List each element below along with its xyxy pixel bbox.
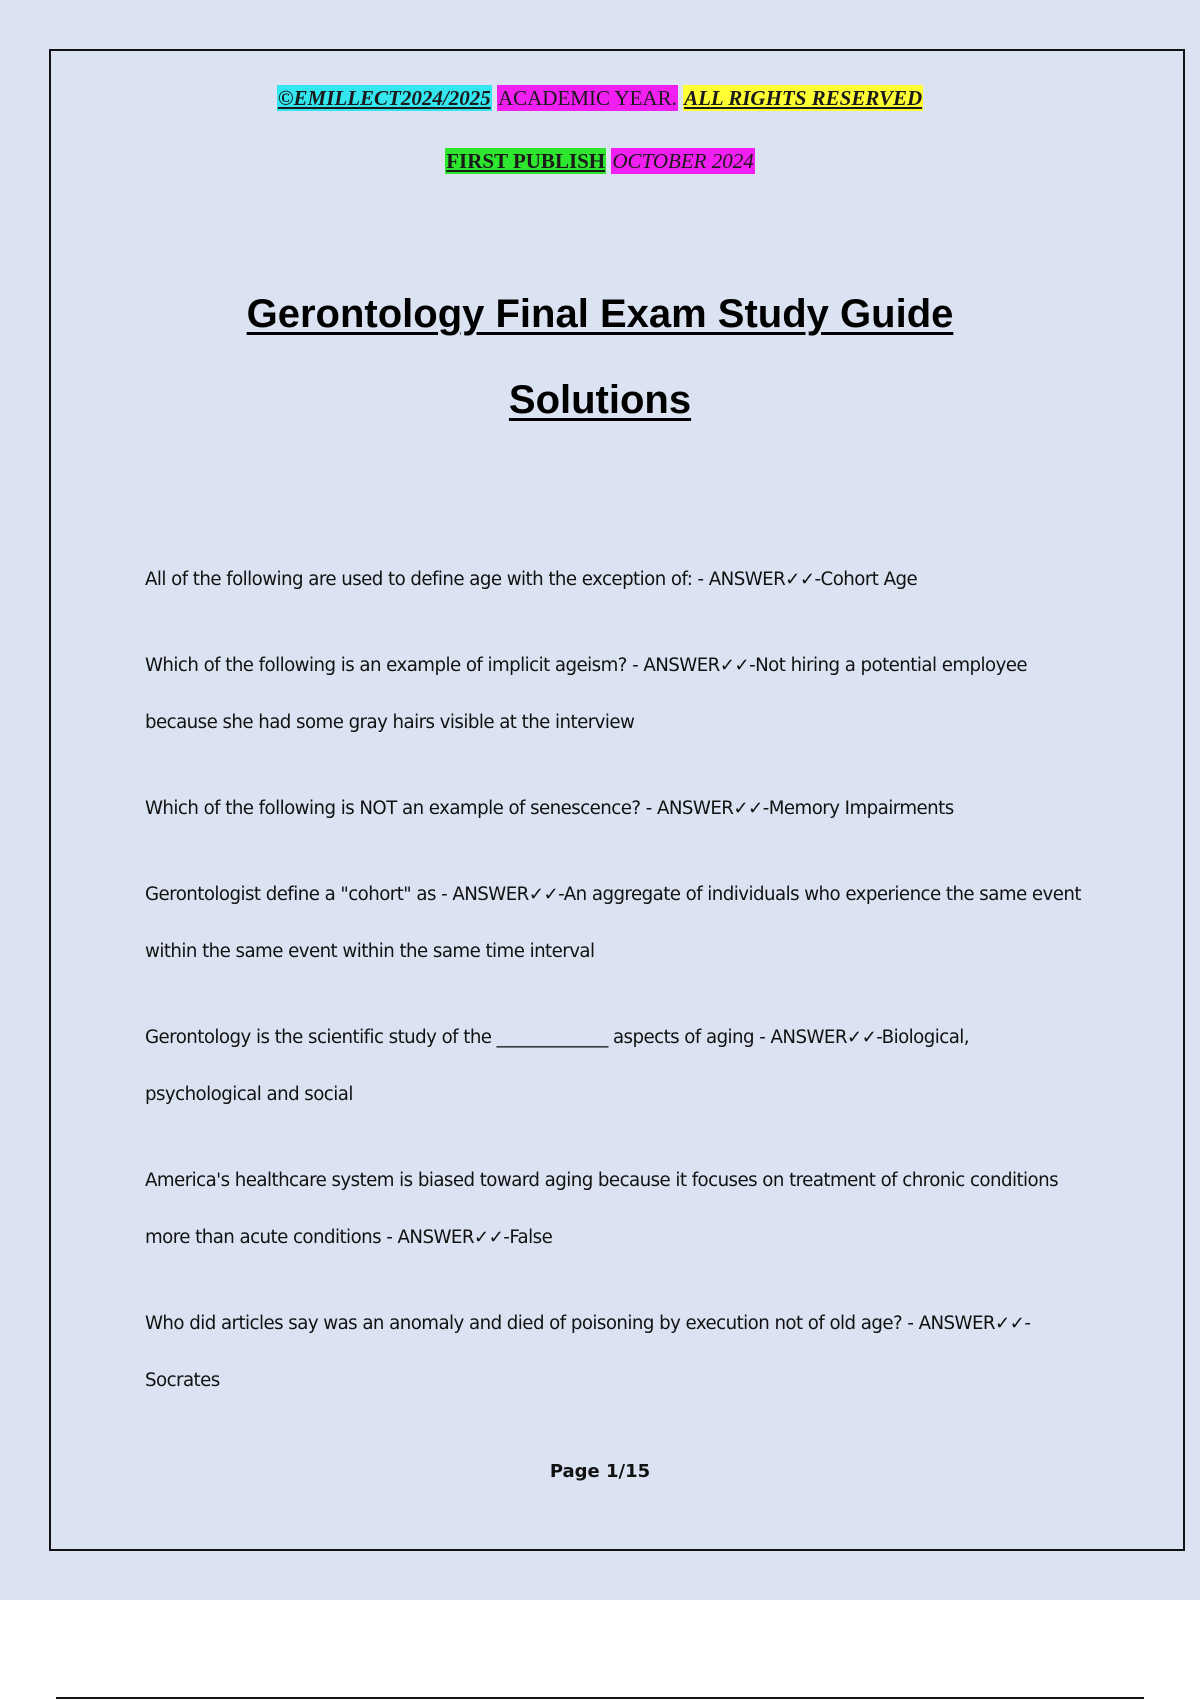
qa-item: Which of the following is NOT an example of senescence? - ANSWER✓✓-Memory Impairments [145,798,954,819]
publish-banner [0,148,1200,174]
document-title: Gerontology Final Exam Study Guide [246,292,954,336]
academic-year-highlight: ACADEMIC YEAR. [497,86,677,110]
qa-item: Which of the following is an example of implicit ageism? - ANSWER✓✓-Not hiring a potential employee because she had some gray hairs visible at the interview [145,655,1028,733]
qa-item: America's healthcare system is biased toward aging because it focuses on treatment of chronic conditions more than acute conditions - ANSWER✓✓-False [145,1170,1059,1248]
qa-item: Gerontologist define a "cohort" as - ANSWER✓✓-An aggregate of individuals who experience the same event within the same event within the same time interval [145,884,1081,962]
qa-item: Who did articles say was an anomaly and died of poisoning by execution not of old age? - ANSWER✓✓-Socrates [145,1313,1031,1391]
question-answer-list [145,551,1090,1438]
next-page-top-rule [56,1697,1144,1699]
qa-item: Gerontology is the scientific study of the _____________ aspects of aging - ANSWER✓✓-Biological, psychological and social [145,1027,970,1105]
first-publish-highlight: FIRST PUBLISH [446,149,606,173]
document-subtitle: Solutions [508,378,692,422]
copyright-banner [0,85,1200,111]
qa-item: All of the following are used to define age with the exception of: - ANSWER✓✓-Cohort Age [145,569,918,590]
page-number: Page 1/15 [549,1461,651,1482]
rights-highlight: ALL RIGHTS RESERVED [684,86,923,110]
publish-date-highlight: OCTOBER 2024 [612,149,754,173]
copyright-highlight: ©EMILLECT2024/2025 [277,86,491,110]
